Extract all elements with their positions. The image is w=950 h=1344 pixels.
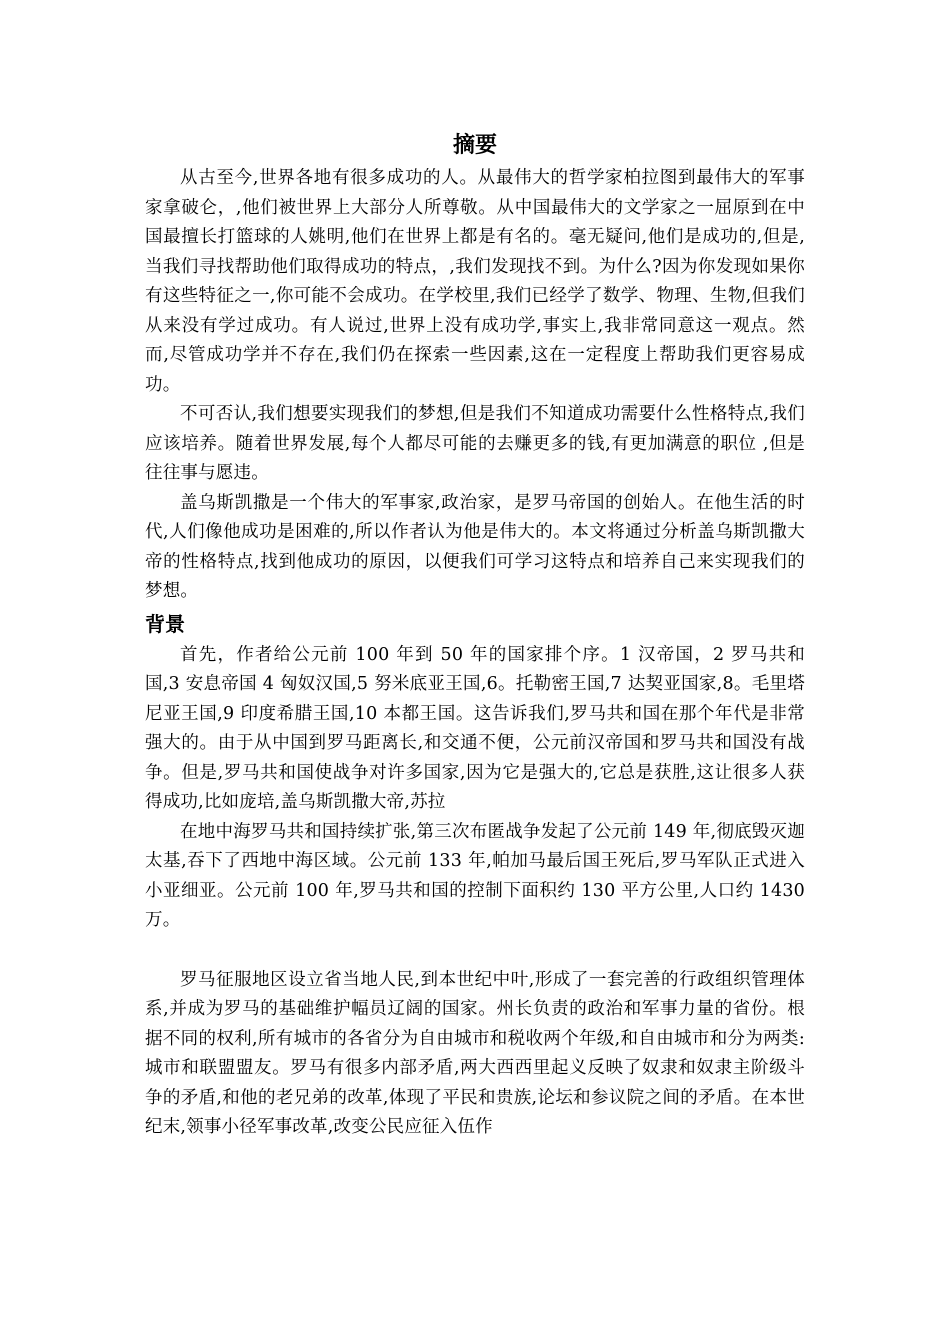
abstract-paragraph-1: 从古至今,世界各地有很多成功的人。从最伟大的哲学家柏拉图到最伟大的军事家拿破仑，,他们被世界上大部分人所尊敬。从中国最伟大的文学家之一屈原到在中国最擅长打篮球的人姚明,他们在世界上都是有名的。毫无疑问,他们是成功的,但是,当我们寻找帮助他们取得成功的特点，,我们发现找不到。为什么?因为你发现如果你有这些特征之一,你可能不会成功。在学校里,我们已经学了数学、物理、生物,但我们从来没有学过成功。有人说过,世界上没有成功学,事实上,我非常同意这一观点。然而,尽管成功学并不存在,我们仍在探索一些因素,这在一定程度上帮助我们更容易成功。	[145, 168, 805, 395]
background-paragraph-2: 在地中海罗马共和国持续扩张,第三次布匿战争发起了公元前 149 年,彻底毁灭迦太基,吞下了西地中海区域。公元前 133 年,帕加马最后国王死后,罗马军队正式进入小亚细亚。公元前 100 年,罗马共和国的控制下面积约 130 平方公里,人口约 1430 万。	[145, 821, 805, 930]
document-body	[145, 128, 805, 1143]
abstract-title: 摘要	[452, 133, 497, 158]
background-paragraph-1: 首先，作者给公元前 100 年到 50 年的国家排个序。1 汉帝国，2 罗马共和国,3 安息帝国 4 匈奴汉国,5 努米底亚王国,6。托勒密王国,7 达契亚国家,8。毛里塔尼亚王国,9 印度希腊王国,10 本都王国。这告诉我们,罗马共和国在那个年代是非常强大的。由于从中国到罗马距离长,和交通不便，公元前汉帝国和罗马共和国没有战争。但是,罗马共和国使战争对许多国家,因为它是强大的,它总是获胜,这让很多人获得成功,比如庞培,盖乌斯凯撒大帝,苏拉	[145, 644, 805, 812]
abstract-paragraph-2: 不可否认,我们想要实现我们的梦想,但是我们不知道成功需要什么性格特点,我们应该培养。随着世界发展,每个人都尽可能的去赚更多的钱,有更加满意的职位 ,但是往往事与愿违。	[145, 404, 805, 483]
paragraph-gap	[145, 936, 805, 966]
closing-paragraph: 罗马征服地区设立省当地人民,到本世纪中叶,形成了一套完善的行政组织管理体系,并成为罗马的基础维护幅员辽阔的国家。州长负责的政治和军事力量的省份。根据不同的权利,所有城市的各省分为自由城市和税收两个年级,和自由城市和分为两类:城市和联盟盟友。罗马有很多内部矛盾,两大西西里起义反映了奴隶和奴隶主阶级斗争的矛盾,和他的老兄弟的改革,体现了平民和贵族,论坛和参议院之间的矛盾。在本世纪末,领事小径军事改革,改变公民应征入伍作	[145, 969, 805, 1137]
abstract-paragraph-3: 盖乌斯凯撒是一个伟大的军事家,政治家，是罗马帝国的创始人。在他生活的时代,人们像他成功是困难的,所以作者认为他是伟大的。本文将通过分析盖乌斯凯撒大帝的性格特点,找到他成功的原因，以便我们可学习这特点和培养自己来实现我们的梦想。	[145, 492, 805, 601]
background-heading: 背景	[145, 611, 185, 636]
